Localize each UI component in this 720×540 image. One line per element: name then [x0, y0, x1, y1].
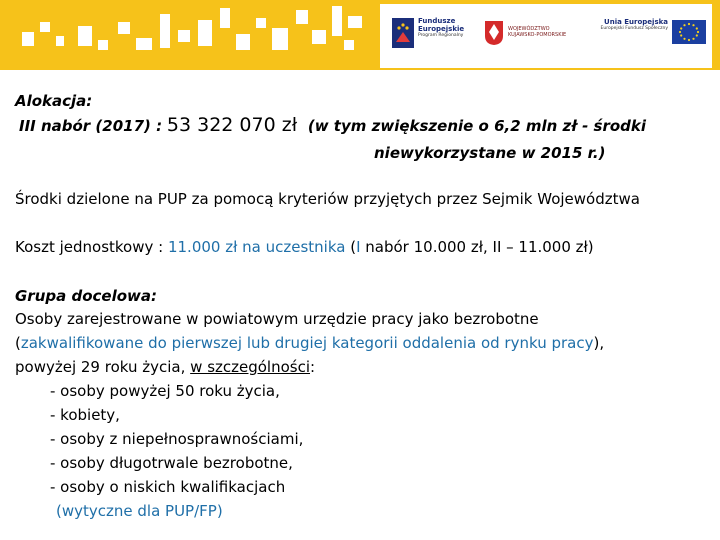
decor-square: [312, 30, 326, 44]
fe-line2: Europejskie: [418, 25, 465, 33]
decor-square: [220, 8, 230, 28]
decor-square: [78, 26, 92, 46]
decor-square: [272, 28, 288, 50]
list-item: - osoby z niepełnosprawnościami,: [50, 430, 304, 448]
list-item: - kobiety,: [50, 406, 120, 424]
wytyczne-note: (wytyczne dla PUP/FP): [56, 502, 223, 520]
srodki-line: Środki dzielone na PUP za pomocą kryteriów przyjętych przez Sejmik Województwa: [15, 190, 640, 208]
powyzej-line: [15, 358, 315, 376]
increase-note-2: niewykorzystane w 2015 r.): [374, 144, 606, 162]
koszt-rest: nabór 10.000 zł, II – 11.000 zł): [360, 238, 594, 256]
decor-square: [178, 30, 190, 42]
eu-flag-icon: [672, 20, 706, 44]
fe-line3: Program Regionalny: [418, 33, 464, 38]
zakw-open: (: [15, 334, 21, 352]
decor-square: [256, 18, 266, 28]
koszt-prefix: Koszt jednostkowy :: [15, 238, 168, 256]
decor-square: [198, 20, 212, 46]
koszt-paren: (: [345, 238, 357, 256]
wojewodztwo-crest-icon: [484, 20, 504, 46]
list-item: - osoby długotrwale bezrobotne,: [50, 454, 293, 472]
grupa-label: Grupa docelowa:: [15, 287, 158, 305]
decor-square: [136, 38, 152, 50]
koszt-line: [15, 238, 594, 256]
decor-square: [296, 10, 308, 24]
powyzej-text: powyżej 29 roku życia,: [15, 358, 191, 376]
decor-square: [348, 16, 362, 28]
header-banner: [0, 0, 720, 70]
koszt-value: 11.000 zł na uczestnika: [167, 238, 346, 256]
alokacja-label: Alokacja:: [15, 92, 93, 110]
ue-logo-text: [590, 18, 668, 32]
zakw-line: [15, 334, 604, 352]
koszt-i: I: [356, 238, 361, 256]
decor-square: [344, 40, 354, 50]
decor-square: [40, 22, 50, 32]
decor-square: [236, 34, 250, 50]
allocation-amount: 53 322 070 zł: [166, 114, 298, 136]
fe-logo-text: [418, 17, 464, 39]
logos-strip: [380, 4, 712, 68]
osoby-line: Osoby zarejestrowane w powiatowym urzędzie pracy jako bezrobotne: [15, 310, 539, 328]
nabor-line: [19, 114, 646, 136]
decor-square: [332, 6, 342, 36]
list-item: - osoby powyżej 50 roku życia,: [50, 382, 280, 400]
zakw-close: ),: [593, 334, 605, 352]
decor-square: [56, 36, 64, 46]
szczegolnosci: w szczególności: [190, 358, 311, 376]
fe-line1: Fundusze: [418, 17, 456, 25]
nabor-label: III nabór (2017) :: [19, 117, 163, 135]
list-item: - osoby o niskich kwalifikacjach: [50, 478, 286, 496]
decor-square: [118, 22, 130, 34]
zakw-text: zakwalifikowane do pierwszej lub drugiej kategorii oddalenia od rynku pracy: [20, 334, 594, 352]
woj-line2: KUJAWSKO-POMORSKIE: [508, 32, 567, 38]
ue-line2: Europejski Fundusz Społeczny: [600, 26, 668, 31]
decor-square: [22, 32, 34, 46]
decor-square: [160, 14, 170, 48]
increase-note-1: (w tym zwiększenie o 6,2 mln zł - środki: [307, 117, 647, 135]
ue-line1: Unia Europejska: [604, 18, 668, 26]
woj-logo-text: [508, 26, 566, 38]
fundusze-europejskie-logo-icon: [392, 18, 414, 48]
woj-line1: WOJEWÓDZTWO: [508, 26, 550, 32]
colon: :: [310, 358, 316, 376]
decor-square: [98, 40, 108, 50]
